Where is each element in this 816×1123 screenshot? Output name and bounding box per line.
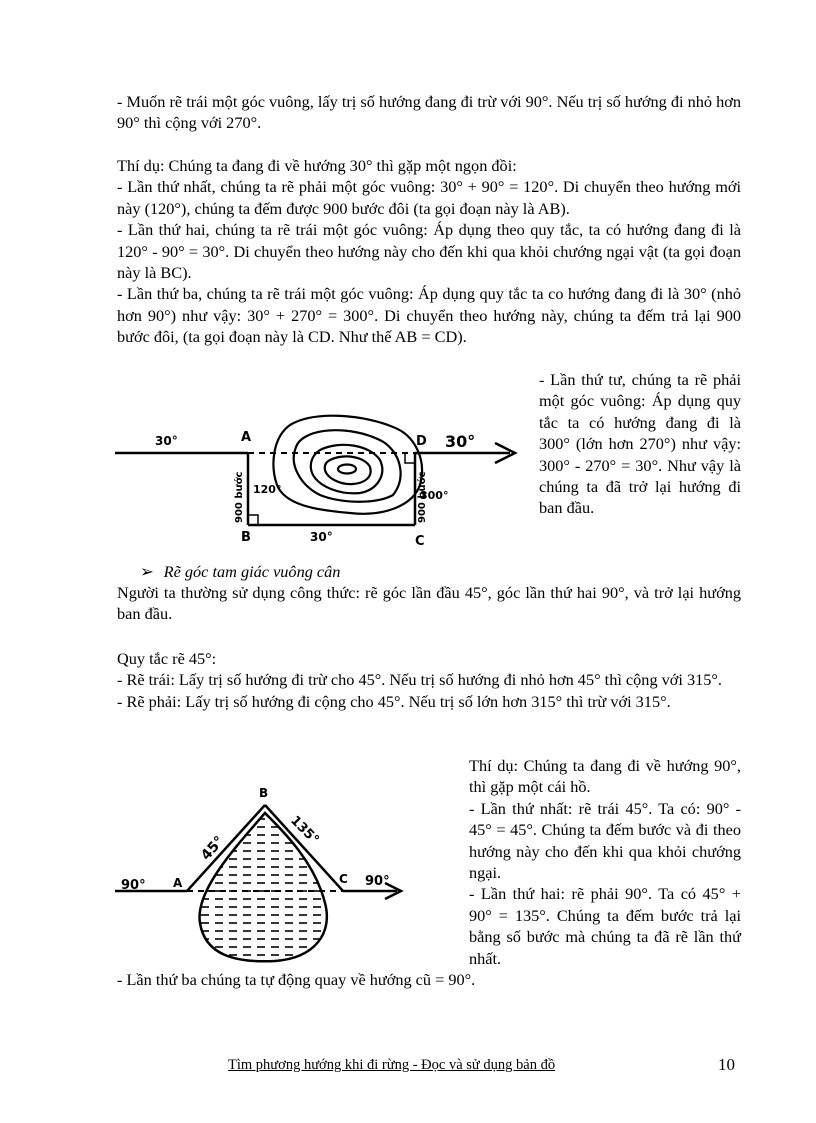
bullet-arrow-icon: ➢ — [140, 562, 154, 581]
footer-title: Tìm phương hướng khi đi rừng - Đọc và sử dụng bản đồ — [228, 1057, 556, 1073]
diagram-2-label-left-bearing: 90° — [121, 878, 146, 893]
example-2-step-3: - Lần thứ ba chúng ta tự động quay về hướng cũ = 90°. — [117, 970, 476, 989]
diagram-1-label-a: A — [241, 430, 252, 445]
rule-45-left: - Rẽ trái: Lấy trị số hướng đi trừ cho 45°. Nếu trị số hướng đi nhỏ hơn 45° thì cộng với 315°. — [117, 670, 722, 690]
diagram-2-label-45: 45° — [198, 833, 228, 864]
section-2-paragraph: Người ta thường sử dụng công thức: rẽ góc lần đầu 45°, góc lần thứ hai 90°, và trở lại hướng ban đầu. — [117, 583, 741, 624]
rule-left-turn-90: - Muốn rẽ trái một góc vuông, lấy trị số hướng đang đi trừ với 90°. Nếu trị số hướng đi nhỏ hơn 90° thì cộng với 270°. — [117, 92, 741, 133]
diagram-1-label-300: 300° — [420, 489, 449, 502]
page-number: 10 — [718, 1055, 735, 1074]
example-1-step-1: - Lần thứ nhất, chúng ta rẽ phải một góc vuông: 30° + 90° = 120°. Di chuyển theo hướng mới này (120°), chúng ta đếm được 900 bước đôi (ta gọi đoạn này là AB). — [117, 177, 741, 218]
example-2-step-1: - Lần thứ nhất: rẽ trái 45°. Ta có: 90° - 45° = 45°. Chúng ta đếm bước và đi theo hướng này cho đến khi qua khỏi chướng ngại. — [469, 798, 741, 883]
diagram-1-label-d: D — [416, 434, 427, 449]
diagram-2-label-135: 135° — [287, 813, 322, 848]
diagram-1-label-120: 120° — [253, 483, 282, 496]
section-2-heading: ➢ Rẽ góc tam giác vuông cân — [140, 562, 341, 581]
rule-45-title: Quy tắc rẽ 45°: — [117, 649, 217, 668]
rule-45 — [117, 648, 741, 712]
diagram-1-label-c: C — [415, 534, 425, 549]
diagram-1-label-left-steps: 900 bước — [234, 471, 245, 523]
hill-detour-diagram — [115, 405, 525, 549]
example-1-step-3: - Lần thứ ba, chúng ta rẽ trái một góc vuông: Áp dụng quy tắc ta co hướng đang đi là 30° (nhỏ hơn 90°) như vậy: 30° + 270° = 300°. Di chuyển theo hướng này, chúng ta đếm trả lại 900 bước đôi, (ta gọi đoạn này là CD. Như thế AB = CD). — [117, 284, 741, 347]
diagram-1-label-b: B — [241, 530, 251, 545]
example-1-intro: Thí dụ: Chúng ta đang đi về hướng 30° thì gặp một ngọn đồi: — [117, 156, 517, 175]
diagram-1-label-bottom-bearing: 30° — [310, 530, 333, 544]
example-1 — [117, 155, 741, 348]
lake-detour-diagram — [115, 783, 415, 968]
diagram-1-label-right-bearing: 30° — [445, 432, 476, 451]
diagram-2-label-a: A — [173, 876, 183, 890]
example-1-step-4: - Lần thứ tư, chúng ta rẽ phải một góc vuông: Áp dụng quy tắc ta có hướng đang đi là 300° (lớn hơn 270°) như vậy: 300° - 270° = 30°. Như vậy là chúng ta đã trở lại hướng đi ban đầu. — [539, 370, 741, 518]
example-1-step-2: - Lần thứ hai, chúng ta rẽ trái một góc vuông: Áp dụng theo quy tắc, ta có hướng đang đi là 120° - 90° = 30°. Di chuyển theo hướng này cho đến khi qua khỏi chướng ngại vật (ta gọi đoạn này là BC). — [117, 220, 741, 283]
example-2 — [469, 755, 741, 969]
diagram-1-label-left-bearing: 30° — [155, 434, 178, 448]
example-2-intro: Thí dụ: Chúng ta đang đi về hướng 90°, thì gặp một cái hồ. — [469, 756, 741, 797]
diagram-2-label-right-bearing: 90° — [365, 874, 390, 889]
diagram-1-label-right-steps: 900 bước — [417, 471, 428, 523]
example-2-step-2: - Lần thứ hai: rẽ phải 90°. Ta có 45° + 90° = 135°. Chúng ta đếm bước trả lại bằng số bước mà chúng ta đã rẽ lần thứ nhất. — [469, 884, 741, 968]
diagram-2-label-c: C — [339, 872, 348, 886]
diagram-2-label-b: B — [259, 786, 269, 800]
rule-45-right: - Rẽ phải: Lấy trị số hướng đi cộng cho 45°. Nếu trị số lớn hơn 315° thì trừ với 315°. — [117, 691, 671, 711]
